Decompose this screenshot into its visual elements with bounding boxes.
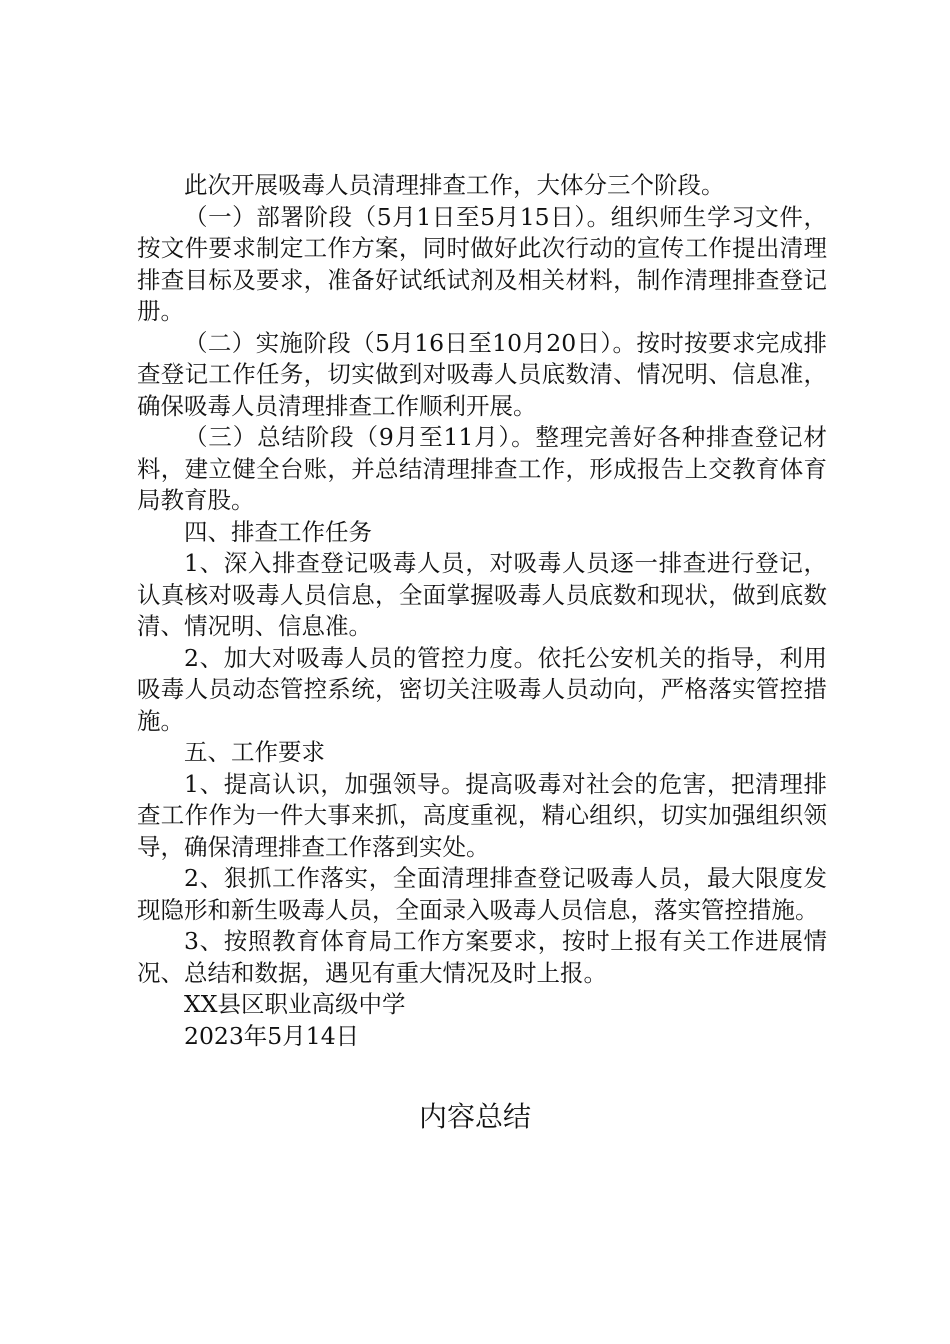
- section-heading-tasks: 四、排查工作任务: [184, 517, 372, 546]
- section-heading-requirements: 五、工作要求: [184, 738, 325, 766]
- paragraph-requirement-2: 2、狠抓工作落实，全面清理排查登记吸毒人员，最大限度发现隐形和新生吸毒人员，全面录入吸毒人员信息，落实管控措施。: [137, 864, 827, 924]
- summary-title: 内容总结: [418, 1100, 531, 1133]
- signoff-organization: XX县区职业高级中学: [184, 990, 406, 1018]
- signoff-date: 2023年5月14日: [184, 1021, 360, 1050]
- paragraph-requirement-1: 1、提高认识，加强领导。提高吸毒对社会的危害，把清理排查工作作为一件大事来抓，高度重视，精心组织，切实加强组织领导，确保清理排查工作落到实处。: [137, 769, 827, 861]
- paragraph-requirement-3: 3、按照教育体育局工作方案要求，按时上报有关工作进展情况、总结和数据，遇见有重大情况及时上报。: [137, 927, 827, 987]
- paragraph-intro: 此次开展吸毒人员清理排查工作，大体分三个阶段。: [184, 171, 725, 199]
- paragraph-stage-implement: （二）实施阶段（5月16日至10月20日）。按时按要求完成排查登记工作任务，切实做到对吸毒人员底数清、情况明、信息准，确保吸毒人员清理排查工作顺利开展。: [137, 328, 827, 420]
- paragraph-stage-deploy: （一）部署阶段（5月1日至5月15日）。组织师生学习文件，按文件要求制定工作方案，同时做好此次行动的宣传工作提出清理排查目标及要求，准备好试纸试剂及相关材料，制作清理排查登记册。: [137, 202, 827, 325]
- paragraph-task-2: 2、加大对吸毒人员的管控力度。依托公安机关的指导，利用吸毒人员动态管控系统，密切关注吸毒人员动向，严格落实管控措施。: [137, 643, 827, 735]
- paragraph-task-1: 1、深入排查登记吸毒人员，对吸毒人员逐一排查进行登记，认真核对吸毒人员信息，全面掌握吸毒人员底数和现状，做到底数清、情况明、信息准。: [137, 549, 827, 640]
- document-body: [137, 170, 827, 1052]
- paragraph-stage-summary: （三）总结阶段（9月至11月）。整理完善好各种排查登记材料，建立健全台账，并总结清理排查工作，形成报告上交教育体育局教育股。: [137, 423, 827, 514]
